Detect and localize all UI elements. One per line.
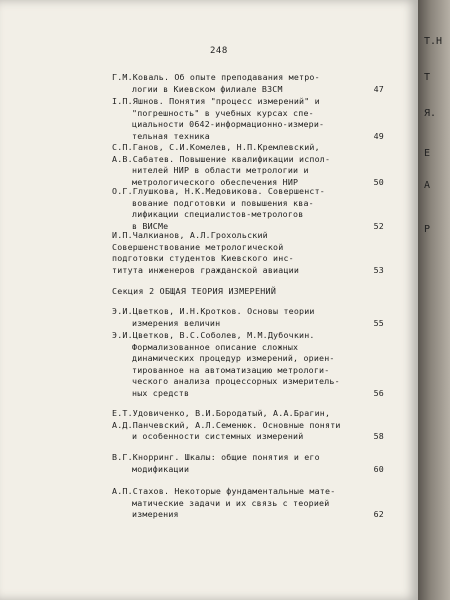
toc-entry bbox=[112, 142, 384, 188]
toc-entry bbox=[112, 96, 384, 142]
entry-line: Г.М.Коваль. Об опыте преподавания метро- bbox=[112, 72, 320, 82]
entry-line: динамических процедур измерений, ориен- bbox=[132, 353, 335, 364]
entry-page-number: 53 bbox=[373, 264, 384, 275]
entry-line: лификации специалистов-метрологов bbox=[132, 209, 304, 220]
adjacent-page-edge bbox=[418, 0, 450, 600]
entry-line: титута инженеров гражданской авиации bbox=[112, 264, 300, 275]
entry-line: И.П.Чалкианов, А.Л.Грохольский bbox=[112, 230, 268, 240]
entry-line: Э.И.Цветков, В.С.Соболев, М.М.Дубочкин. bbox=[112, 330, 315, 340]
adjacent-page-fragment: Т bbox=[424, 72, 431, 83]
toc-entry bbox=[112, 452, 384, 475]
entry-line: вование подготовки и повышения ква- bbox=[132, 197, 314, 208]
adjacent-page-fragment: Р bbox=[424, 224, 431, 235]
entry-page-number: 50 bbox=[373, 176, 384, 187]
entry-line: А.П.Стахов. Некоторые фундаментальные мате- bbox=[112, 486, 336, 496]
entry-line: Е.Т.Удовиченко, В.И.Бородатый, А.А.Брагин, bbox=[112, 408, 331, 418]
entry-page-number: 52 bbox=[373, 220, 384, 231]
adjacent-page-fragment: Е bbox=[424, 148, 431, 159]
entry-line: О.Г.Глушкова, Н.К.Медовикова. Совершенст- bbox=[112, 186, 326, 196]
entry-line: нителей НИР в области метрологии и bbox=[132, 165, 309, 176]
toc-entry bbox=[112, 306, 384, 329]
entry-line: матические задачи и их связь с теорией bbox=[132, 497, 330, 508]
toc-entry bbox=[112, 72, 384, 95]
entry-page-number: 56 bbox=[373, 387, 384, 398]
entry-line: измерения bbox=[132, 509, 179, 520]
entry-line: метрологического обеспечения НИР bbox=[132, 176, 299, 187]
entry-line: логии в Киевском филиале ВЗСМ bbox=[132, 83, 283, 94]
entry-line: Э.И.Цветков, И.Н.Кротков. Основы теории bbox=[112, 306, 315, 316]
entry-page-number: 47 bbox=[373, 83, 384, 94]
entry-page-number: 58 bbox=[373, 431, 384, 442]
entry-line: I.П.Яшнов. Понятия "процесс измерений" и bbox=[112, 96, 320, 106]
entry-page-number: 60 bbox=[373, 463, 384, 474]
entry-page-number: 49 bbox=[373, 130, 384, 141]
page-number: 248 bbox=[210, 46, 228, 56]
entry-line: и особенности системных измерений bbox=[132, 431, 304, 442]
entry-page-number: 55 bbox=[373, 317, 384, 328]
entry-page-number: 62 bbox=[373, 509, 384, 520]
entry-line: Совершенствование метрологической bbox=[112, 241, 284, 252]
entry-line: модификации bbox=[132, 463, 190, 474]
toc-entry bbox=[112, 330, 384, 400]
adjacent-page-fragment: Т.Н bbox=[424, 36, 443, 47]
entry-line: А.Д.Панчевский, А.Л.Семенюк. Основные поняти bbox=[112, 419, 341, 430]
section-heading: Секция 2 ОБЩАЯ ТЕОРИЯ ИЗМЕРЕНИЙ bbox=[112, 286, 277, 296]
entry-line: тированное на автоматизацию метрологи- bbox=[132, 364, 330, 375]
entry-line: Формализованное описание сложных bbox=[132, 341, 299, 352]
entry-line: в ВИСМе bbox=[132, 220, 169, 231]
toc-entry bbox=[112, 486, 384, 521]
entry-line: А.В.Сабатев. Повышение квалификации испол- bbox=[112, 153, 331, 164]
entry-line: измерения величин bbox=[132, 317, 221, 328]
entry-line: В.Г.Кнорринг. Шкалы: общие понятия и его bbox=[112, 452, 320, 462]
toc-entry bbox=[112, 408, 384, 443]
entry-line: С.П.Ганов, С.И.Комелев, Н.П.Кремлевский, bbox=[112, 142, 320, 152]
entry-line: ных средств bbox=[132, 387, 190, 398]
entry-line: подготовки студентов Киевского инс- bbox=[112, 253, 294, 264]
toc-entry bbox=[112, 230, 384, 276]
entry-line: ческого анализа процессорных измеритель- bbox=[132, 376, 340, 387]
entry-line: циальности 0642-информационно-измери- bbox=[132, 119, 325, 130]
entry-line: тельная техника bbox=[132, 130, 210, 141]
toc-entry bbox=[112, 186, 384, 232]
adjacent-page-fragment: А bbox=[424, 180, 431, 191]
entry-line: "погрешность" в учебных курсах спе- bbox=[132, 107, 314, 118]
adjacent-page-fragment: Я. bbox=[424, 108, 437, 119]
